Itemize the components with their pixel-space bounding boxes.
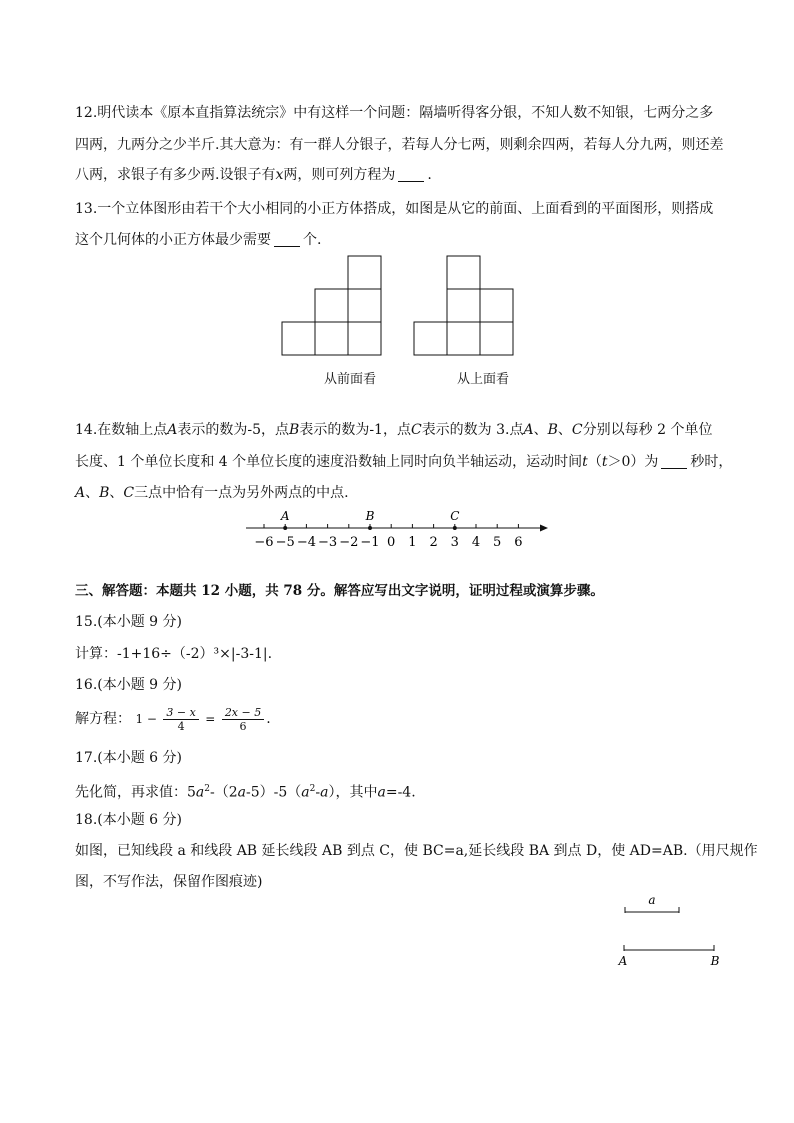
- q16-equals: =: [205, 712, 216, 726]
- number-line-tick-label: −1: [360, 535, 380, 550]
- q16-text: 解方程：: [75, 711, 131, 727]
- section-3-text: 三、解答题：本题共: [75, 583, 197, 599]
- q13-line-2: [75, 230, 321, 250]
- q12-end: .: [427, 167, 432, 183]
- q14-line-2: [75, 452, 732, 472]
- top-view-square: [414, 322, 447, 355]
- q17-body: [75, 779, 416, 803]
- number-line-tick-label: 5: [493, 535, 502, 550]
- number-line-tick-label: 4: [471, 535, 481, 550]
- front-view-figure: [282, 256, 381, 355]
- number-line-tick-label: 1: [408, 535, 417, 550]
- front-view-square: [315, 289, 348, 322]
- number-line-tick-label: −2: [339, 535, 359, 550]
- q14-point-c: C: [571, 422, 583, 438]
- q17-text: -: [315, 784, 321, 801]
- segment-ab: [624, 945, 714, 951]
- q17-variable: a: [301, 784, 310, 801]
- q17-variable: a: [195, 784, 205, 801]
- q17-variable: a: [377, 784, 386, 801]
- q17-text: -（2: [210, 784, 238, 801]
- q12-answer-blank[interactable]: [398, 167, 424, 182]
- q14-answer-blank[interactable]: [661, 454, 687, 469]
- front-view-square: [348, 289, 381, 322]
- number-line-tick-label: 2: [429, 535, 438, 550]
- top-view-square: [480, 322, 513, 355]
- q14-point-b: B: [547, 422, 558, 438]
- number-line-point-label: A: [280, 509, 290, 523]
- q17-text: =-4.: [385, 784, 416, 801]
- q14-text: ＞0）为: [607, 454, 659, 470]
- section-3-score: 78: [283, 583, 303, 599]
- number-line-point-b: [368, 526, 372, 530]
- number-line-point-c: [453, 526, 457, 530]
- q14-point-a: A: [167, 422, 178, 438]
- q17-text: -5）-5（: [246, 784, 302, 801]
- segment-a-label: a: [648, 893, 656, 907]
- section-3-text: 小题，共: [224, 583, 279, 599]
- q17-exponent: 2: [204, 784, 211, 794]
- number-line-tick-label: 3: [450, 535, 459, 550]
- q17-variable: a: [320, 784, 329, 801]
- front-view-square: [348, 256, 381, 289]
- number-line-arrow-icon: [540, 525, 548, 532]
- q14-text: 、: [109, 485, 124, 501]
- q16-fraction-right: [222, 706, 264, 733]
- number-line-point-a: [283, 526, 287, 530]
- q14-time-variable: t: [601, 454, 608, 470]
- q14-text: 秒时，: [690, 454, 733, 470]
- q13-line-1: 13.一个立体图形由若干个大小相同的小正方体搭成，如图是从它的前面、上面看到的平面图形，则搭成: [75, 201, 714, 217]
- segment-point-a-label: A: [618, 954, 628, 968]
- q14-text: 、: [85, 485, 100, 501]
- q14-point-c: C: [410, 422, 422, 438]
- q12-line-2: 四两，九两分之少半斤.其大意为：有一群人分银子，若每人分七两，则剩余四两，若每人分九两，则还差: [75, 137, 724, 153]
- q14-line-3: [75, 483, 349, 503]
- number-line-tick-label: 0: [387, 535, 396, 550]
- q16-heading: 16.(本小题 9 分): [75, 677, 182, 693]
- q18-heading: 18.(本小题 6 分): [75, 812, 182, 828]
- q14-line-1: [75, 420, 712, 440]
- q17-text: ），其中: [328, 784, 378, 801]
- q14-time-variable: t: [582, 454, 588, 470]
- q14-text: 三点中恰有一点为另外两点的中点.: [134, 485, 349, 501]
- q13-text-a: 这个几何体的小正方体最少需要: [75, 232, 271, 248]
- q16-fraction-left: [163, 706, 198, 733]
- q14-point-b: B: [99, 485, 110, 501]
- q14-text: 长度、1 个单位长度和 4 个单位长度的速度沿数轴上同时向负半轴运动，运动时间: [75, 454, 583, 470]
- q15-body: 计算：-1+16÷（-2）³×|-3-1|.: [75, 646, 273, 662]
- q12-text-a: 八两，求银子有多少两.设银子有: [75, 167, 276, 183]
- q16-denominator: 6: [239, 719, 247, 733]
- q17-exponent: 2: [309, 784, 316, 794]
- segment-point-b-label: B: [710, 954, 720, 968]
- q14-point-a: A: [523, 422, 534, 438]
- section-3-text: 分。解答应写出文字说明，证明过程或演算步骤。: [306, 583, 604, 599]
- number-line-tick-label: −5: [275, 535, 295, 550]
- q14-point-b: B: [289, 422, 300, 438]
- q12-line-3: [75, 165, 432, 185]
- q16-end: .: [266, 711, 271, 727]
- q18-line-1: 如图，已知线段 a 和线段 AB 延长线段 AB 到点 C，使 BC=a,延长线段 BA 到点 D，使 AD=AB.（用尺规作: [75, 843, 758, 859]
- q14-text: 表示的数为-5，点: [177, 422, 290, 438]
- q16-term: 1 −: [135, 712, 157, 726]
- segment-a: [625, 907, 679, 913]
- number-line-tick-label: −3: [318, 535, 338, 550]
- q14-text: 14.在数轴上点: [75, 422, 168, 438]
- front-view-square: [282, 322, 315, 355]
- q14-text: 表示的数为-1，点: [299, 422, 411, 438]
- top-view-square: [480, 289, 513, 322]
- section-3-header: [75, 581, 604, 601]
- q16-denominator: 4: [177, 719, 185, 733]
- front-view-label: 从前面看: [324, 372, 377, 387]
- q16-numerator: 3 − x: [163, 706, 198, 720]
- number-line-tick-label: −6: [254, 535, 274, 550]
- front-view-square: [348, 322, 381, 355]
- q17-heading: 17.(本小题 6 分): [75, 750, 182, 766]
- q14-text: 分别以每秒 2 个单位: [582, 422, 713, 438]
- q14-point-a: A: [75, 485, 86, 501]
- number-line-point-label: B: [365, 509, 375, 523]
- q14-text: 、: [533, 422, 548, 438]
- front-view-square: [315, 322, 348, 355]
- q13-answer-blank[interactable]: [274, 232, 300, 247]
- q14-text: （: [587, 454, 602, 470]
- section-3-count: 12: [201, 583, 220, 599]
- q12-variable: x: [275, 167, 284, 183]
- q14-text: 表示的数为 3.点: [421, 422, 524, 438]
- number-line-tick-label: 6: [514, 535, 523, 550]
- q12-text-b: 两，则可列方程为: [283, 167, 396, 183]
- q18-line-2: 图，不写作法，保留作图痕迹): [75, 874, 263, 890]
- q12-line-1: 12.明代读本《原本直指算法统宗》中有这样一个问题：隔墙听得客分银，不知人数不知银，七两分之多: [75, 105, 714, 121]
- top-view-square: [447, 256, 480, 289]
- top-view-square: [447, 322, 480, 355]
- q17-text: 先化简，再求值：5: [75, 784, 196, 801]
- q13-text-b: 个.: [303, 232, 322, 248]
- q17-variable: a: [237, 784, 247, 801]
- q16-body: [75, 704, 271, 734]
- top-view-square: [447, 289, 480, 322]
- q15-heading: 15.(本小题 9 分): [75, 614, 182, 630]
- q14-point-c: C: [123, 485, 135, 501]
- number-line-tick-label: −4: [296, 535, 316, 550]
- top-view-figure: [414, 256, 513, 355]
- q16-numerator: 2x − 5: [222, 706, 264, 720]
- q14-text: 、: [557, 422, 572, 438]
- number-line-point-label: C: [450, 509, 460, 523]
- top-view-label: 从上面看: [457, 372, 510, 387]
